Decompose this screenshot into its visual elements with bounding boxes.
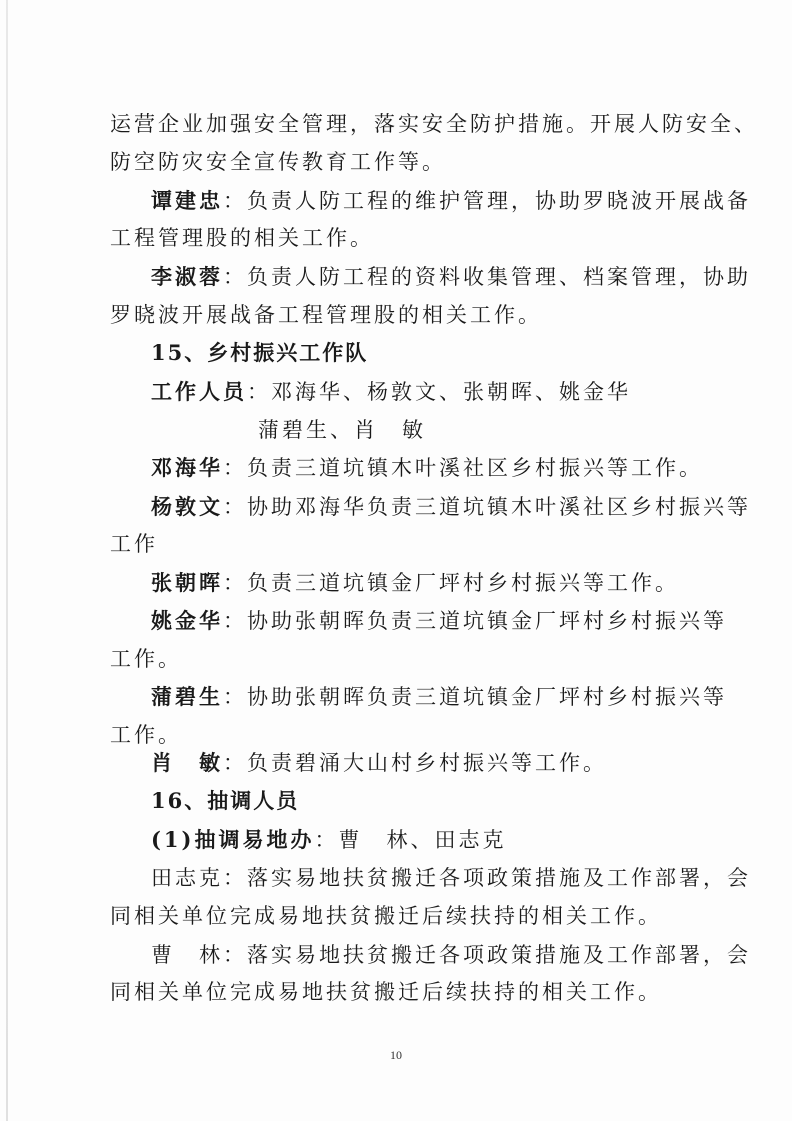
text-line (0, 448, 792, 488)
section-heading (0, 781, 792, 821)
page-number: 10 (390, 1048, 402, 1062)
text-line (0, 972, 792, 1012)
duty-text: ：负责人防工程的维护管理，协助罗晓波开展战备 (223, 189, 751, 213)
subsection-label: (1)抽调易地办 (151, 827, 315, 852)
duty-text: ：负责人防工程的资料收集管理、档案管理，协助 (223, 265, 751, 289)
text-line (0, 677, 792, 717)
duty-text: ：协助邓海华负责三道坑镇木叶溪社区乡村振兴等 (223, 495, 751, 519)
text-line (0, 142, 792, 182)
text-line (0, 181, 792, 221)
staff-list: 蒲碧生、肖 敏 (258, 418, 426, 442)
section-heading (0, 333, 792, 373)
text-line (0, 896, 792, 936)
person-name: 杨敦文 (151, 494, 223, 519)
text-line (0, 487, 792, 527)
body-text: 罗晓波开展战备工程管理股的相关工作。 (110, 303, 542, 327)
person-name: 姚金华 (151, 608, 223, 633)
body-text: 工作。 (110, 723, 182, 747)
text-line (0, 218, 792, 258)
body-text: 工程管理股的相关工作。 (110, 226, 374, 250)
duty-text: ：协助张朝晖负责三道坑镇金厂坪村乡村振兴等 (223, 609, 727, 633)
text-line (0, 639, 792, 679)
text-line (0, 563, 792, 603)
body-text: 曹 林：落实易地扶贫搬迁各项政策措施及工作部署，会 (151, 943, 751, 967)
body-text: 同相关单位完成易地扶贫搬迁后续扶持的相关工作。 (110, 904, 662, 928)
text-line (0, 935, 792, 975)
duty-text: ：协助张朝晖负责三道坑镇金厂坪村乡村振兴等 (223, 685, 727, 709)
text-line (0, 410, 792, 450)
person-name: 张朝晖 (151, 570, 223, 595)
text-line (0, 372, 792, 412)
body-text: 运营企业加强安全管理，落实安全防护措施。开展人防安全、 (110, 112, 758, 136)
text-line (0, 820, 792, 860)
duty-text: ：负责三道坑镇木叶溪社区乡村振兴等工作。 (223, 456, 703, 480)
person-name: 蒲碧生 (151, 684, 223, 709)
person-name: 李淑蓉 (151, 264, 223, 289)
body-text: 防空防灾安全宣传教育工作等。 (110, 150, 446, 174)
text-line (0, 257, 792, 297)
body-text: 田志克：落实易地扶贫搬迁各项政策措施及工作部署，会 (151, 866, 751, 890)
heading-text: 16、抽调人员 (151, 788, 300, 813)
person-name: 邓海华 (151, 455, 223, 480)
duty-text: ：负责三道坑镇金厂坪村乡村振兴等工作。 (223, 571, 679, 595)
body-text: 工作。 (110, 647, 182, 671)
text-line (0, 858, 792, 898)
staff-list: ：曹 林、田志克 (314, 828, 507, 852)
staff-list: ：邓海华、杨敦文、张朝晖、姚金华 (247, 380, 631, 404)
staff-label: 工作人员 (151, 379, 247, 404)
body-text: 工作 (110, 532, 158, 556)
body-text: 同相关单位完成易地扶贫搬迁后续扶持的相关工作。 (110, 980, 662, 1004)
text-line (0, 601, 792, 641)
text-line (0, 743, 792, 783)
text-line (0, 104, 792, 144)
heading-text: 15、乡村振兴工作队 (151, 340, 369, 365)
person-name: 肖 敏 (151, 750, 223, 775)
duty-text: ：负责碧涌大山村乡村振兴等工作。 (223, 751, 607, 775)
text-line (0, 295, 792, 335)
person-name: 谭建忠 (151, 188, 223, 213)
text-line (0, 524, 792, 564)
